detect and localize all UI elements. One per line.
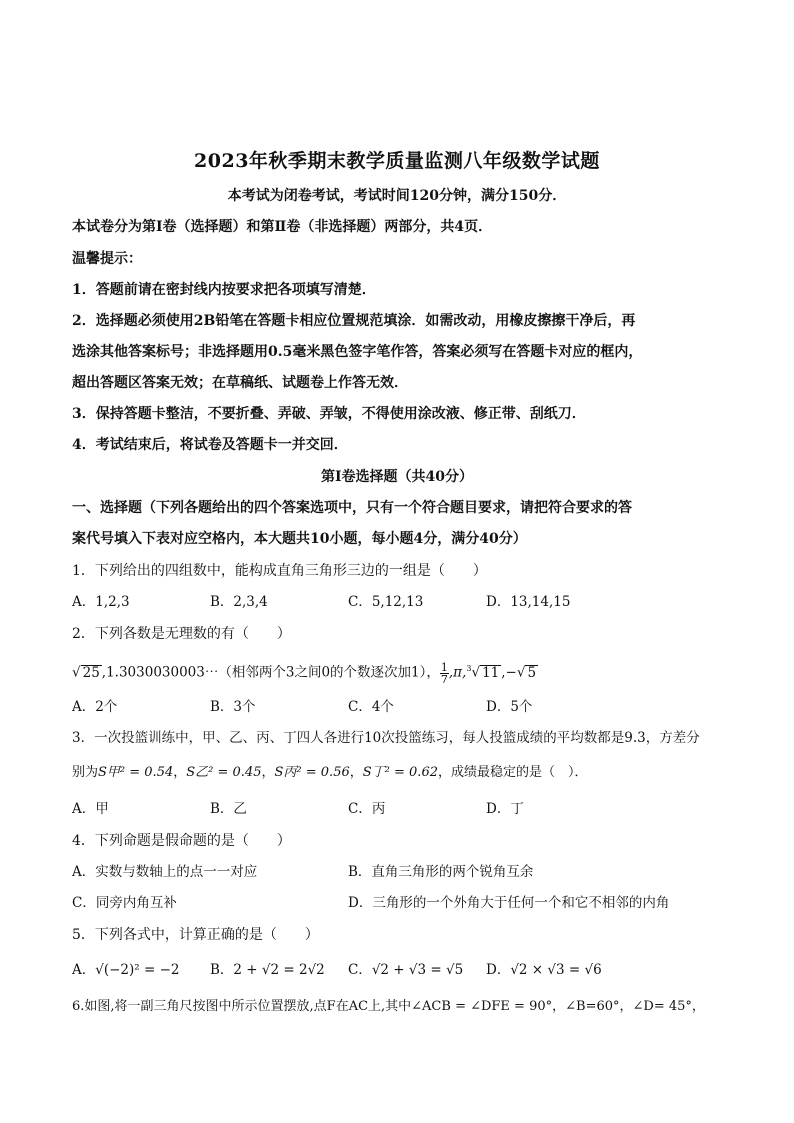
tip-item: 超出答题区答案无效；在草稿纸、试题卷上作答无效．: [72, 375, 408, 391]
q4-option-a: A．实数与数轴上的点一一对应: [72, 864, 258, 880]
q4-option-c: C．同旁内角互补: [72, 895, 177, 911]
question-3-stem: 3．一次投篮训练中，甲、乙、丙、丁四人各进行10次投篮练习，每人投篮成绩的平均数都是9.3，方差分: [72, 730, 700, 746]
part-heading: 案代号填入下表对应空格内，本大题共10小题，每小题4分，满分40分）: [72, 531, 527, 547]
tip-item: 1．答题前请在密封线内按要求把各项填写清楚．: [72, 282, 376, 298]
q5-option-b: B．2 + √2 = 2√2: [210, 962, 325, 978]
variance-jia: S甲² = 0.54: [98, 765, 174, 780]
exam-intro: 本试卷分为第Ⅰ卷（选择题）和第Ⅱ卷（非选择题）两部分，共4页．: [72, 219, 493, 235]
sqrt-25: 25: [82, 664, 100, 681]
question-4-stem: 4．下列命题是假命题的是（ ）: [72, 833, 291, 849]
q2-option-c: C．4个: [348, 699, 394, 715]
tip-item: 选涂其他答案标号；非选择题用0.5毫米黑色签字笔作答，答案必须写在答题卡对应的框内，: [72, 344, 643, 360]
q3-option-c: C．丙: [348, 801, 386, 817]
tip-item: 3．保持答题卡整洁，不要折叠、弄破、弄皱，不得使用涂改液、修正带、刮纸刀．: [72, 406, 586, 422]
part-heading: 一、选择题（下列各题给出的四个答案选项中，只有一个符合题目要求，请把符合要求的答: [72, 500, 632, 516]
q5-option-c: C．√2 + √3 = √5: [348, 962, 464, 978]
q5-option-d: D．√2 × √3 = √6: [486, 962, 602, 978]
q3-option-b: B．乙: [210, 801, 247, 817]
tip-item: 4．考试结束后，将试卷及答题卡一并交回．: [72, 437, 348, 453]
section-title: 第Ⅰ卷选择题（共40分）: [320, 469, 474, 485]
q1-option-d: D．13,14,15: [486, 594, 571, 610]
sqrt-symbol-icon: √: [72, 664, 81, 681]
q4-option-d: D．三角形的一个外角大于任何一个和它不相邻的内角: [348, 895, 670, 911]
q1-option-b: B．2,3,4: [210, 594, 268, 610]
q1-option-c: C．5,12,13: [348, 594, 424, 610]
q3-option-a: A．甲: [72, 801, 109, 817]
q2-option-a: A．2个: [72, 699, 118, 715]
sqrt-symbol-icon: √: [516, 664, 526, 681]
fraction-one-seventh: $\frac{1}{7}$: [440, 660, 448, 686]
question-6-stem: 6.如图,将一副三角尺按图中所示位置摆放,点F在AC上,其中∠ACB = ∠DFE = 90°，∠B=60°，∠D= 45°，: [72, 999, 705, 1014]
q2-option-d: D．5个: [486, 699, 533, 715]
variance-bing: S丙² = 0.56: [274, 765, 350, 780]
variance-yi: S乙² = 0.45: [186, 765, 262, 780]
q2-option-b: B．3个: [210, 699, 256, 715]
question-5-stem: 5．下列各式中，计算正确的是（ ）: [72, 927, 319, 943]
exam-subtitle: 本考试为闭卷考试，考试时间120分钟，满分150分．: [227, 188, 567, 204]
question-2-stem: 2．下列各数是无理数的有（ ）: [72, 626, 291, 642]
q1-option-a: A．1,2,3: [72, 594, 130, 610]
question-3-variances: 别为S甲² = 0.54，S乙² = 0.45，S丙² = 0.56，S丁² = 0.62，成绩最稳定的是（ ）．: [72, 765, 588, 780]
tip-item: 2．选择题必须使用2B铅笔在答题卡相应位置规范填涂．如需改动，用橡皮擦擦干净后，再: [72, 313, 636, 329]
q4-option-b: B．直角三角形的两个锐角互余: [348, 864, 534, 880]
page-title: 2023年秋季期末教学质量监测八年级数学试题: [194, 150, 600, 172]
variance-ding: S丁² = 0.62: [362, 765, 438, 780]
cbrt-symbol-icon: √: [471, 664, 481, 681]
sqrt-5: 5: [527, 664, 537, 681]
q5-option-a: A．√(−2)² = −2: [72, 962, 180, 978]
question-1-stem: 1．下列给出的四组数中，能构成直角三角形三边的一组是（ ）: [72, 563, 487, 579]
question-2-numbers: √ 25 ,1.3030030003⋯（相邻两个3之间0的个数逐次加1）， $\frac{1}{7}$ ,π,$^3$√ 11 ,−√ 5: [72, 660, 537, 686]
decimal-text: ,1.3030030003⋯（相邻两个3之间0的个数逐次加1），: [101, 664, 440, 681]
tips-heading: 温馨提示：: [72, 251, 142, 267]
q3-option-d: D．丁: [486, 801, 524, 817]
cbrt-11: 11: [482, 664, 500, 681]
